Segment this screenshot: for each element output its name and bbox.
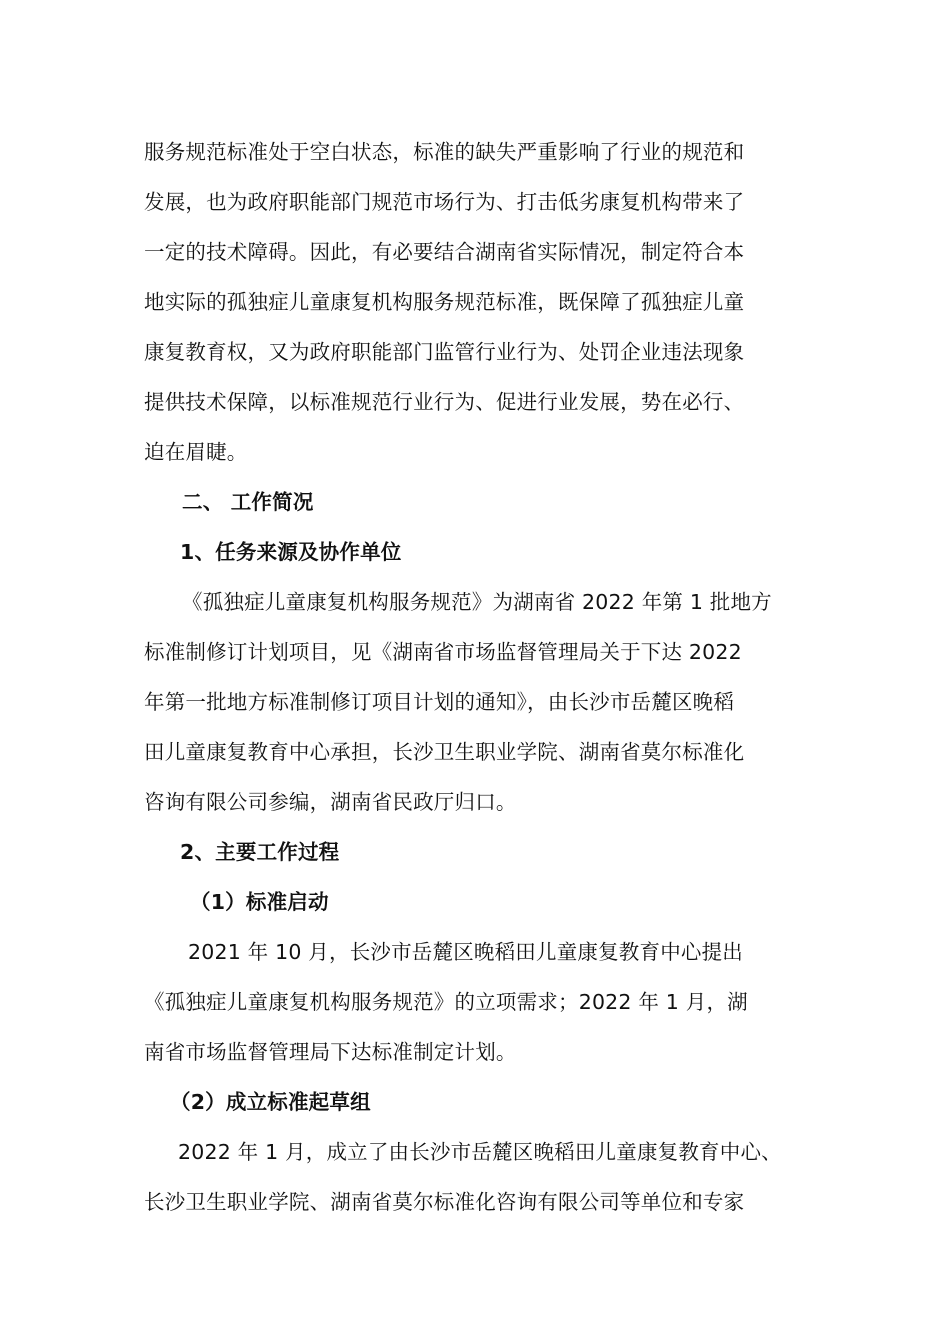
subsection-heading: 1、任务来源及协作单位 xyxy=(180,540,402,564)
body-text-line: 长沙卫生职业学院、湖南省莫尔标准化咨询有限公司等单位和专家 xyxy=(144,1190,745,1214)
section-heading: 二、 工作简况 xyxy=(182,490,314,514)
body-text-line: 提供技术保障，以标准规范行业行为、促进行业发展，势在必行、 xyxy=(144,390,745,414)
item-heading: （1）标准启动 xyxy=(190,890,329,914)
body-text-line: 2022 年 1 月，成立了由长沙市岳麓区晚稻田儿童康复教育中心、 xyxy=(178,1140,782,1164)
body-text-line: 地实际的孤独症儿童康复机构服务规范标准，既保障了孤独症儿童 xyxy=(144,290,745,314)
body-text-line: 南省市场监督管理局下达标准制定计划。 xyxy=(144,1040,517,1064)
body-text-line: 康复教育权，又为政府职能部门监管行业行为、处罚企业违法现象 xyxy=(144,340,745,364)
body-text-line: 2021 年 10 月，长沙市岳麓区晚稻田儿童康复教育中心提出 xyxy=(188,940,744,964)
body-text-line: 田儿童康复教育中心承担，长沙卫生职业学院、湖南省莫尔标准化 xyxy=(144,740,745,764)
body-text-line: 《孤独症儿童康复机构服务规范》为湖南省 2022 年第 1 批地方 xyxy=(182,590,772,614)
body-text-line: 年第一批地方标准制修订项目计划的通知》，由长沙市岳麓区晚稻 xyxy=(144,690,735,714)
body-text-line: 标准制修订计划项目，见《湖南省市场监督管理局关于下达 2022 xyxy=(144,640,742,664)
body-text-line: 咨询有限公司参编，湖南省民政厅归口。 xyxy=(144,790,517,814)
item-heading: （2）成立标准起草组 xyxy=(170,1090,371,1114)
subsection-heading: 2、主要工作过程 xyxy=(180,840,340,864)
body-text-line: 一定的技术障碍。因此，有必要结合湖南省实际情况，制定符合本 xyxy=(144,240,745,264)
body-text-line: 《孤独症儿童康复机构服务规范》的立项需求；2022 年 1 月，湖 xyxy=(144,990,748,1014)
body-text-line: 服务规范标准处于空白状态，标准的缺失严重影响了行业的规范和 xyxy=(144,140,745,164)
body-text-line: 迫在眉睫。 xyxy=(144,440,248,464)
body-text-line: 发展，也为政府职能部门规范市场行为、打击低劣康复机构带来了 xyxy=(144,190,745,214)
